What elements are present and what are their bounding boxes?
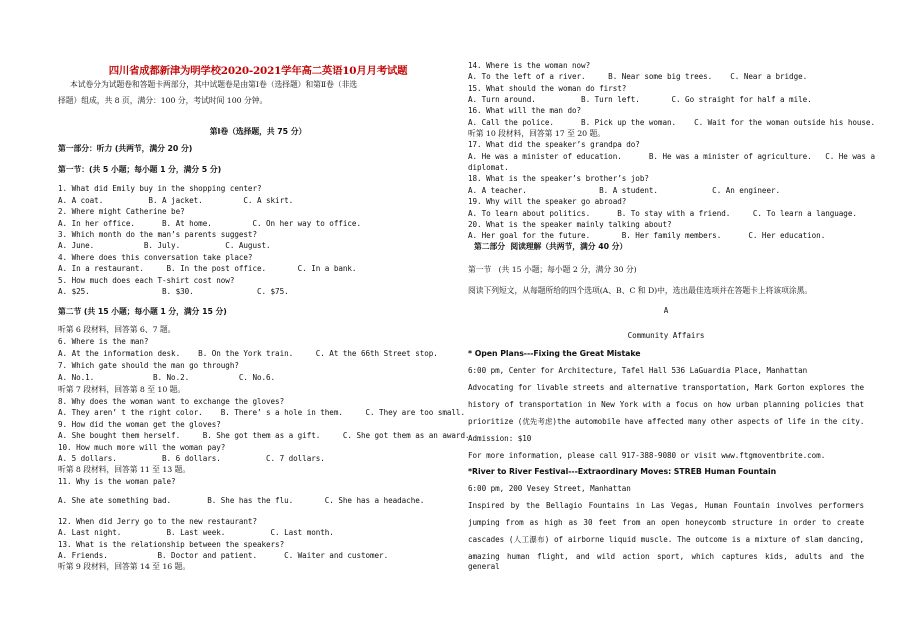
question-17: 17. What did the speaker’s grandpa do? bbox=[468, 140, 640, 149]
question-9: 9. How did the woman get the gloves? bbox=[58, 420, 221, 429]
question-12: 12. When did Jerry go to the new restaurant? bbox=[58, 517, 257, 526]
question-3-options: A. June. B. July. C. August. bbox=[58, 241, 271, 250]
question-4-options: A. In a restaurant. B. In the post office. C. In a bank. bbox=[58, 264, 357, 273]
question-8-options: A. They aren’ t the right color. B. There’ s a hole in them. C. They are too small. bbox=[58, 408, 465, 417]
question-11-options: A. She ate something bad. B. She has the flu. C. She has a headache. bbox=[58, 496, 425, 505]
passage-letter: A bbox=[663, 306, 669, 315]
section-two-heading: 第二节 (共 15 小题；每小题 1 分，满分 15 分) bbox=[58, 307, 227, 316]
event-2-desc-line-1: Inspired by the Bellagio Fountains in Las Vegas, Human Fountain involves performers bbox=[468, 501, 864, 510]
event-2-desc-line-4: amazing human flight, and wild action sport, which captures kids, adults and the general bbox=[468, 552, 864, 571]
question-13: 13. What is the relationship between the speakers? bbox=[58, 540, 285, 549]
question-14: 14. Where is the woman now? bbox=[468, 61, 591, 70]
reading-instructions: 阅读下列短文，从每题所给的四个选项(A、B、C 和 D)中，选出最佳选项并在答题卡上将该项涂黑。 bbox=[468, 286, 813, 295]
question-5-options: A. $25. B. $30. C. $75. bbox=[58, 287, 289, 296]
event-2-title: *River to River Festival---Extraordinary Moves: STREB Human Fountain bbox=[468, 467, 777, 476]
question-6-options: A. At the information desk. B. On the York train. C. At the 66th Street stop. bbox=[58, 349, 438, 358]
intro-line-1: 本试卷分为试题卷和答题卡两部分，其中试题卷是由第Ⅰ卷（选择题）和第Ⅱ卷（非选 bbox=[70, 80, 358, 89]
volume-one-heading: 第Ⅰ卷（选择题，共 75 分） bbox=[209, 127, 307, 136]
material-6-note: 听第 6 段材料，回答第 6、7 题。 bbox=[58, 325, 176, 334]
question-12-options: A. Last night. B. Last week. C. Last month. bbox=[58, 528, 334, 537]
question-11: 11. Why is the woman pale? bbox=[58, 477, 176, 486]
event-2-desc-line-3: cascades (人工瀑布) of airborne liquid muscle. The outcome is a mixture of slam dancing, bbox=[468, 535, 864, 544]
intro-line-2: 择题）组成，共 8 页，满分：100 分，考试时间 100 分钟。 bbox=[58, 96, 268, 105]
event-1-desc-line-3: prioritize (优先考虑)the automobile have affected many other aspects of life in the city. bbox=[468, 417, 865, 426]
passage-title: Community Affairs bbox=[627, 331, 705, 340]
event-2-time: 6:00 pm, 200 Vesey Street, Manhattan bbox=[468, 484, 631, 493]
question-15: 15. What should the woman do first? bbox=[468, 84, 627, 93]
question-14-options: A. To the left of a river. B. Near some big trees. C. Near a bridge. bbox=[468, 72, 808, 81]
event-1-title: * Open Plans---Fixing the Great Mistake bbox=[468, 349, 641, 358]
question-7: 7. Which gate should the man go through? bbox=[58, 361, 239, 370]
question-7-options: A. No.1. B. No.2. C. No.6. bbox=[58, 373, 276, 382]
question-10-options: A. 5 dollars. B. 6 dollars. C. 7 dollars. bbox=[58, 454, 325, 463]
material-7-note: 听第 7 段材料，回答第 8 至 10 题。 bbox=[58, 385, 186, 394]
material-9-note: 听第 9 段材料，回答第 14 至 16 题。 bbox=[58, 562, 191, 571]
question-1-options: A. A coat. B. A jacket. C. A skirt. bbox=[58, 196, 294, 205]
material-8-note: 听第 8 段材料，回答第 11 至 13 题。 bbox=[58, 465, 191, 474]
question-20: 20. What is the speaker mainly talking about? bbox=[468, 220, 672, 229]
event-1-desc-line-2: history of transportation in New York with a focus on how urban planning policies that bbox=[468, 400, 864, 409]
question-9-options: A. She bought them herself. B. She got them as a gift. C. She got them as an award. bbox=[58, 431, 470, 440]
question-6: 6. Where is the man? bbox=[58, 337, 149, 346]
reading-section-one-heading: 第一节 (共 15 小题；每小题 2 分，满分 30 分) bbox=[468, 265, 637, 274]
question-13-options: A. Friends. B. Doctor and patient. C. Waiter and customer. bbox=[58, 551, 389, 560]
question-2: 2. Where might Catherine be? bbox=[58, 207, 185, 216]
material-10-note: 听第 10 段材料，回答第 17 至 20 题。 bbox=[468, 129, 605, 138]
section-one-heading: 第一节：(共 5 小题；每小题 1 分，满分 5 分) bbox=[58, 165, 222, 174]
question-5: 5. How much does each T-shirt cost now? bbox=[58, 276, 235, 285]
event-1-admission: Admission: $10 bbox=[468, 434, 532, 443]
event-1-time: 6:00 pm, Center for Architecture, Tafel Hall 536 LaGuardia Place, Manhattan bbox=[468, 366, 808, 375]
question-16: 16. What will the man do? bbox=[468, 106, 582, 115]
question-17-options: A. He was a minister of education. B. He was a minister of agriculture. C. He was a bbox=[468, 152, 875, 161]
question-4: 4. Where does this conversation take place? bbox=[58, 253, 253, 262]
question-20-options: A. Her goal for the future. B. Her family members. C. Her education. bbox=[468, 231, 826, 240]
exam-title: 四川省成都新津为明学校2020-2021学年高二英语10月月考试题 bbox=[108, 65, 408, 77]
question-16-options: A. Call the police. B. Pick up the woman. C. Wait for the woman outside his house. bbox=[468, 118, 875, 127]
question-19-options: A. To learn about politics. B. To stay with a friend. C. To learn a language. bbox=[468, 209, 857, 218]
question-19: 19. Why will the speaker go abroad? bbox=[468, 197, 627, 206]
question-3: 3. Which month do the man’s parents suggest? bbox=[58, 230, 257, 239]
question-18: 18. What is the speaker’s brother’s job? bbox=[468, 174, 649, 183]
event-2-desc-line-2: jumping from as high as 30 feet from an open honeycomb structure in order to create bbox=[468, 518, 864, 527]
question-8: 8. Why does the woman want to exchange the gloves? bbox=[58, 397, 285, 406]
event-1-desc-line-1: Advocating for livable streets and alternative transportation, Mark Gorton explores the bbox=[468, 383, 864, 392]
question-18-options: A. A teacher. B. A student. C. An engineer. bbox=[468, 186, 781, 195]
event-1-info: For more information, please call 917-388-9080 or visit www.ftgmoventbrite.com. bbox=[468, 451, 826, 460]
question-10: 10. How much more will the woman pay? bbox=[58, 443, 226, 452]
question-2-options: A. In her office. B. At home. C. On her way to office. bbox=[58, 219, 361, 228]
part-two-heading: 第二部分 阅读理解（共两节，满分 40 分） bbox=[474, 242, 628, 251]
question-15-options: A. Turn around. B. Turn left. C. Go straight for half a mile. bbox=[468, 95, 812, 104]
part-one-heading: 第一部分：听力 (共两节，满分 20 分) bbox=[58, 144, 193, 153]
question-17-options-cont: diplomat. bbox=[468, 163, 509, 172]
question-1: 1. What did Emily buy in the shopping center? bbox=[58, 184, 262, 193]
